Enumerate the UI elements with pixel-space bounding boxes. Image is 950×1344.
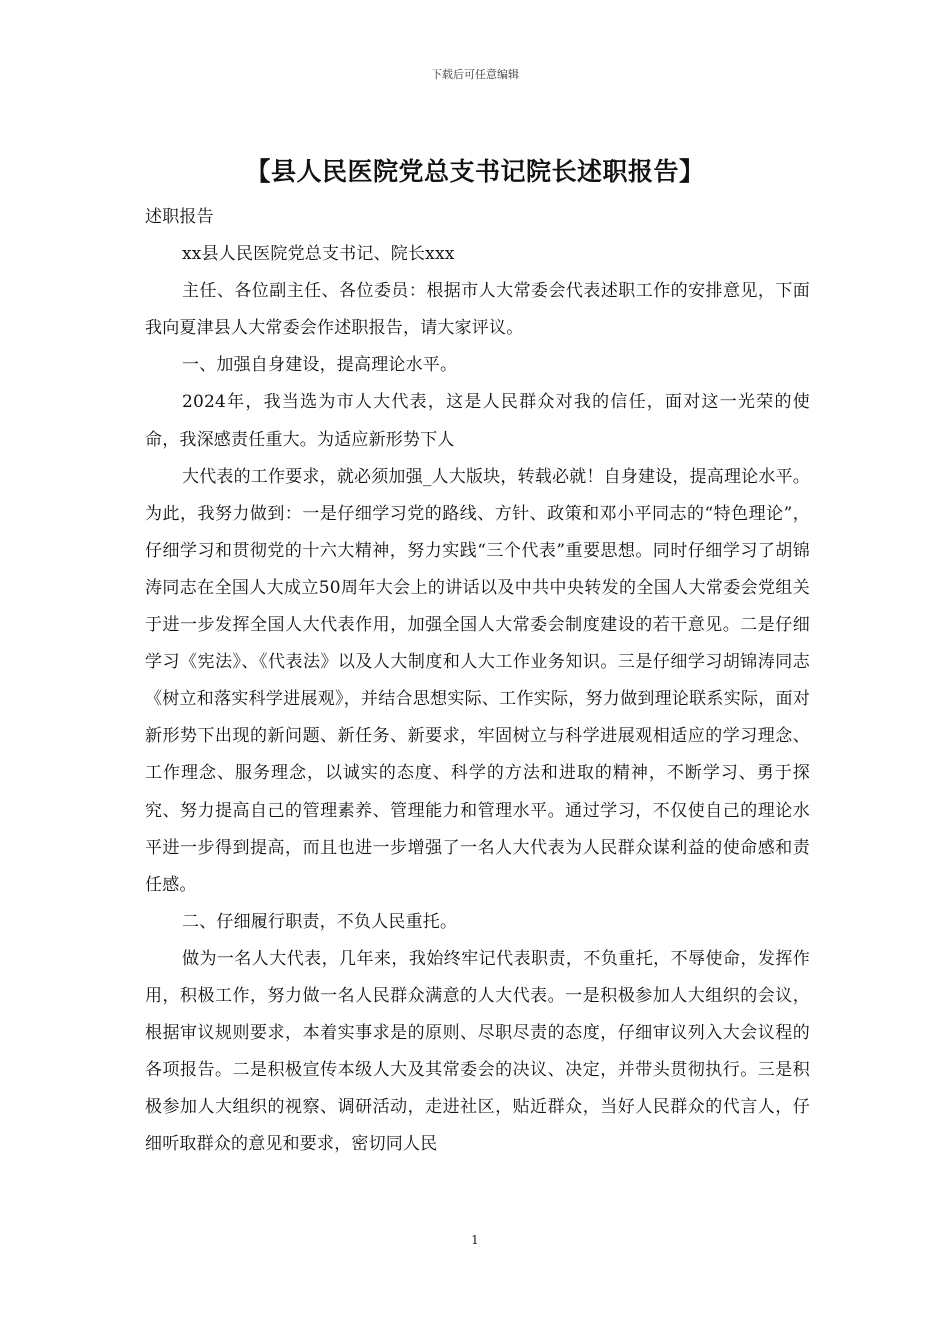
document-body xyxy=(145,199,810,1163)
paragraph: 2024年，我当选为市人大代表，这是人民群众对我的信任，面对这一光荣的使命，我深感责任重大。为适应新形势下人 xyxy=(145,392,810,450)
paragraph: 主任、各位副主任、各位委员：根据市人大常委会代表述职工作的安排意见，下面我向夏津县人大常委会作述职报告，请大家评议。 xyxy=(145,281,810,339)
section-heading: 二、仔细履行职责，不负人民重托。 xyxy=(182,911,458,932)
paragraph: 做为一名人大代表，几年来，我始终牢记代表职责，不负重托，不辱使命，发挥作用，积极工作，努力做一名人民群众满意的人大代表。一是积极参加人大组织的会议，根据审议规则要求，本着实事求是的原则、尽职尽责的态度，仔细审议列入大会议程的各项报告。二是积极宣传本级人大及其常委会的决议、决定，并带头贯彻执行。三是积极参加人大组织的视察、调研活动，走进社区，贴近群众，当好人民群众的代言人，仔细听取群众的意见和要求，密切同人民 xyxy=(145,948,810,1155)
author-line: xx县人民医院党总支书记、院长xxx xyxy=(182,244,455,265)
section-heading: 一、加强自身建设，提高理论水平。 xyxy=(182,355,458,376)
section-label: 述职报告 xyxy=(145,207,214,227)
page-title: 【县人民医院党总支书记院长述职报告】 xyxy=(245,157,705,186)
page-number: 1 xyxy=(471,1233,479,1247)
paragraph: 大代表的工作要求，就必须加强_人大版块，转载必就！自身建设，提高理论水平。为此，我努力做到：一是仔细学习党的路线、方针、政策和邓小平同志的“特色理论”，仔细学习和贯彻党的十六大精神，努力实践“三个代表”重要思想。同时仔细学习了胡锦涛同志在全国人大成立50周年大会上的讲话以及中共中央转发的全国人大常委会党组关于进一步发挥全国人大代表作用，加强全国人大常委会制度建设的若干意见。二是仔细学习《宪法》、《代表法》以及人大制度和人大工作业务知识。三是仔细学习胡锦涛同志《树立和落实科学进展观》，并结合思想实际、工作实际，努力做到理论联系实际，面对新形势下出现的新问题、新任务、新要求，牢固树立与科学进展观相适应的学习理念、工作理念、服务理念，以诚实的态度、科学的方法和进取的精神，不断学习、勇于探究、努力提高自己的管理素养、管理能力和管理水平。通过学习，不仅使自己的理论水平进一步得到提高，而且也进一步增强了一名人大代表为人民群众谋利益的使命感和责任感。 xyxy=(145,466,810,895)
header-note: 下载后可任意编辑 xyxy=(431,68,519,81)
